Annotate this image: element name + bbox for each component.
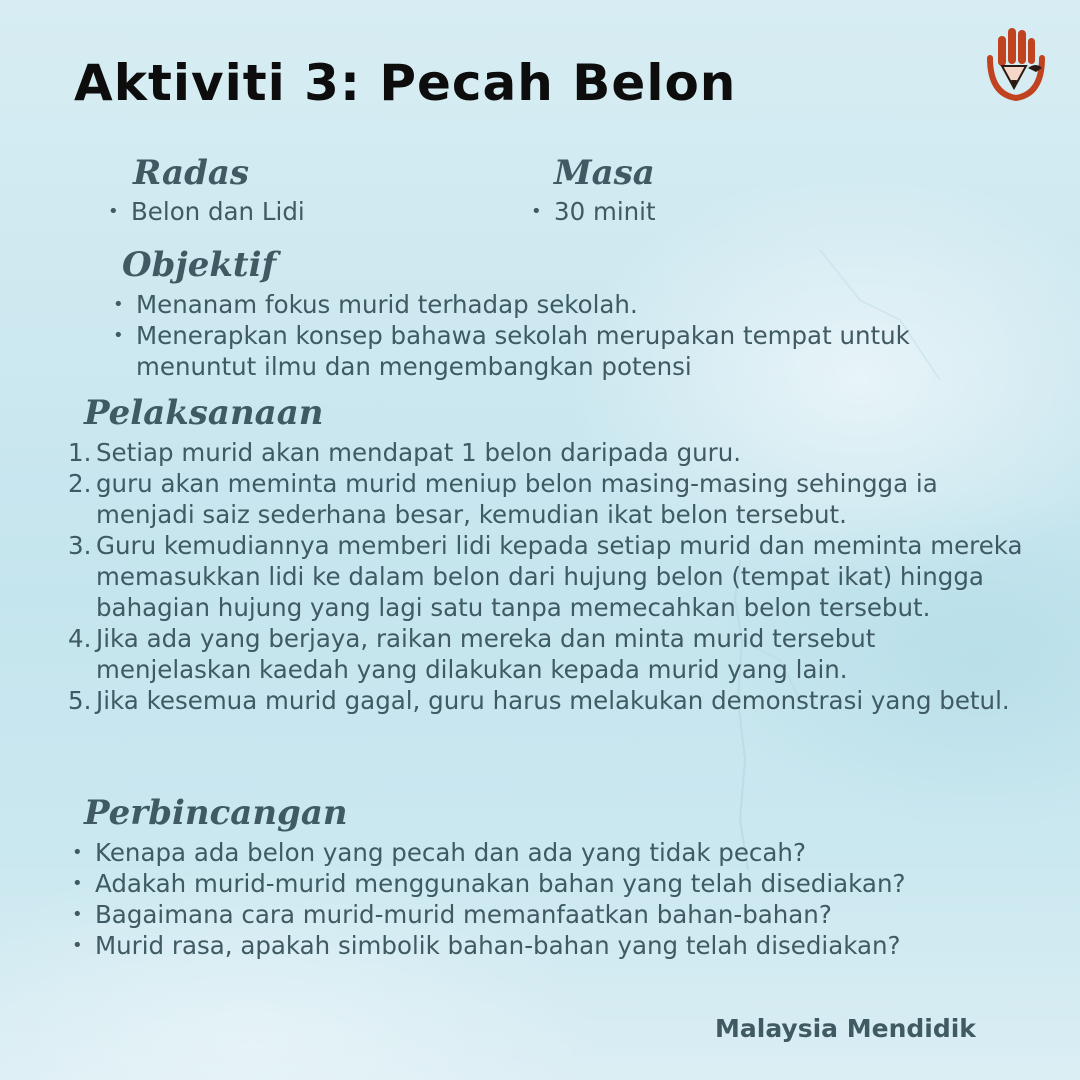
step-item (68, 437, 1028, 468)
section-heading-pelaksanaan: Pelaksanaan (84, 393, 324, 433)
step-text: Guru kemudiannya memberi lidi kepada setiap murid dan meminta mereka memasukkan lidi ke dalam belon dari hujung belon (tempat ikat) hingga bahagian hujung yang lagi satu tanpa memecahkan belon tersebut. (96, 531, 1023, 622)
step-text: Jika ada yang berjaya, raikan mereka dan minta murid tersebut menjelaskan kaedah yang dilakukan kepada murid yang lain. (96, 624, 876, 684)
section-heading-masa: Masa (554, 153, 655, 193)
radas-list (108, 196, 488, 227)
step-item (68, 468, 1028, 530)
page-title: Aktiviti 3: Pecah Belon (74, 54, 737, 112)
perbincangan-list (72, 837, 1032, 961)
list-item: • Bagaimana cara murid-murid memanfaatkan bahan-bahan? (72, 899, 1032, 930)
brand-name: Malaysia Mendidik (715, 1014, 976, 1043)
list-item: • Belon dan Lidi (108, 196, 488, 227)
list-item: • Adakah murid-murid menggunakan bahan yang telah disediakan? (72, 868, 1032, 899)
section-heading-objektif: Objektif (122, 245, 277, 285)
step-number: 3. (68, 531, 92, 560)
pelaksanaan-steps (68, 437, 1028, 716)
list-item: • 30 minit (531, 196, 831, 227)
list-item: • Menanam fokus murid terhadap sekolah. (113, 289, 993, 320)
objektif-list (113, 289, 993, 382)
list-item: • Murid rasa, apakah simbolik bahan-bahan yang telah disediakan? (72, 930, 1032, 961)
masa-list (531, 196, 831, 227)
list-item: • Menerapkan konsep bahawa sekolah merupakan tempat untuk menuntut ilmu dan mengembangkan potensi (113, 320, 993, 382)
step-number: 2. (68, 469, 92, 498)
step-text: Jika kesemua murid gagal, guru harus melakukan demonstrasi yang betul. (96, 686, 1010, 715)
step-number: 5. (68, 686, 92, 715)
step-item (68, 530, 1028, 623)
section-heading-perbincangan: Perbincangan (84, 793, 348, 833)
step-text: guru akan meminta murid meniup belon masing-masing sehingga ia menjadi saiz sederhana besar, kemudian ikat belon tersebut. (96, 469, 938, 529)
step-text: Setiap murid akan mendapat 1 belon daripada guru. (96, 438, 742, 467)
list-item: • Kenapa ada belon yang pecah dan ada yang tidak pecah? (72, 837, 1032, 868)
step-item (68, 623, 1028, 685)
step-item (68, 685, 1028, 716)
section-heading-radas: Radas (133, 153, 250, 193)
step-number: 1. (68, 438, 92, 467)
raised-hand-pencil-bird-logo (984, 22, 1048, 104)
step-number: 4. (68, 624, 92, 653)
